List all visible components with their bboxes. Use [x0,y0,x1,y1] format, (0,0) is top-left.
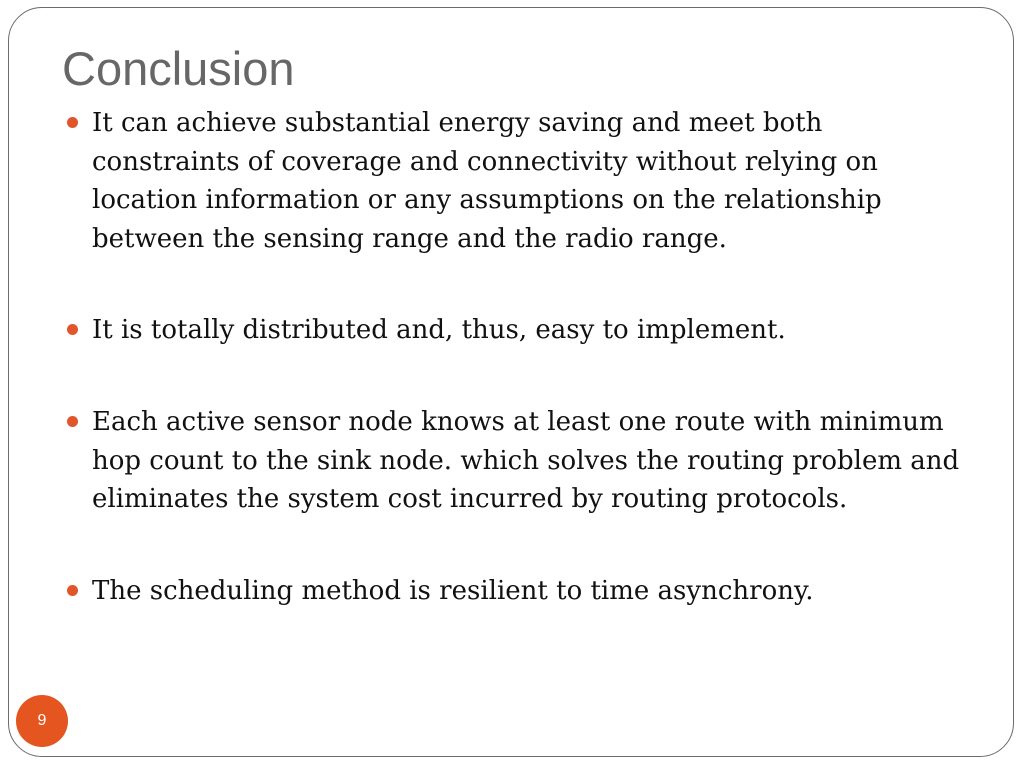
bullet-text: The scheduling method is resilient to time asynchrony. [92,575,814,606]
page-number-badge: 9 [16,695,68,747]
bullet-dot-icon [67,117,78,128]
bullet-item [65,311,965,350]
bullet-text: Each active sensor node knows at least one route with minimum hop count to the sink node. which solves the routing problem and eliminates the system cost incurred by routing protocols. [92,406,960,515]
bullet-list [65,104,965,610]
bullet-text: It can achieve substantial energy saving and meet both constraints of coverage and connectivity without relying on location information or any assumptions on the relationship between the sensing range and the radio range. [92,108,882,254]
bullet-item [65,572,965,611]
bullet-dot-icon [67,416,78,427]
bullet-item [65,403,965,519]
bullet-item [65,104,965,258]
bullet-dot-icon [67,324,78,335]
slide-title: Conclusion [62,42,295,95]
bullet-text: It is totally distributed and, thus, easy to implement. [92,315,786,346]
bullet-dot-icon [67,585,78,596]
